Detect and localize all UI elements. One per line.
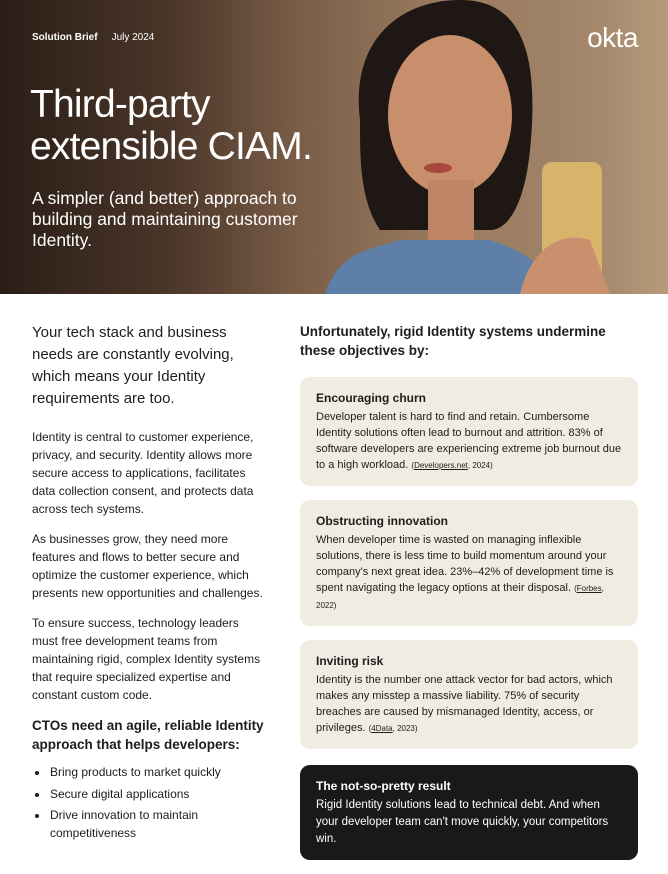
right-column — [300, 322, 638, 874]
doc-type: Solution Brief — [32, 32, 98, 43]
citation: (Developers.net, 2024) — [411, 461, 493, 470]
card-title: Obstructing innovation — [316, 514, 448, 528]
source-link[interactable]: Developers.net — [414, 461, 468, 470]
list-item: Drive innovation to maintain competitiveness — [32, 807, 264, 842]
doc-meta — [32, 32, 154, 43]
objectives-heading: Unfortunately, rigid Identity systems undermine these objectives by: — [300, 324, 606, 358]
card-result — [300, 765, 638, 860]
card-title: Inviting risk — [316, 654, 384, 668]
source-link[interactable]: Forbes — [576, 584, 602, 593]
list-item: Secure digital applications — [32, 786, 264, 804]
hero-banner — [0, 0, 668, 294]
card-body: Rigid Identity solutions lead to technical debt. And when your developer team can't move quickly, your competitors win. — [316, 799, 609, 845]
card-title: Encouraging churn — [316, 391, 427, 405]
okta-logo: okta — [587, 22, 638, 53]
card-encouraging-churn — [300, 377, 638, 486]
paragraph: As businesses grow, they need more features and flows to better secure and optimize the customer experience, which presents new opportunities and challenges. — [32, 532, 263, 600]
page-subtitle: A simpler (and better) approach to building and maintaining customer Identity. — [32, 188, 298, 250]
card-body: Identity is the number one attack vector for bad actors, which makes any misstep a massive liability. 75% of security breaches are caused by mismanaged Identity, access, or privileges. — [316, 674, 613, 734]
card-title: The not-so-pretty result — [316, 779, 451, 793]
paragraph: Identity is central to customer experience, privacy, and security. Identity allows more secure access to applications, facilitates data collection consent, and protects data across tech systems. — [32, 430, 254, 516]
citation: (Forbes, 2022) — [316, 584, 604, 610]
card-body: Developer talent is hard to find and retain. Cumbersome Identity solutions often lead to burnout and attrition. 83% of software developers are experiencing extreme job burnout due to a high workload. — [316, 411, 622, 471]
page-title: Third-party extensible CIAM. — [30, 83, 312, 168]
source-link[interactable]: 4Data — [371, 724, 393, 733]
intro-text: Your tech stack and business needs are constantly evolving, which means your Identity requirements are too. — [32, 324, 234, 407]
cto-heading: CTOs need an agile, reliable Identity approach that helps developers: — [32, 718, 264, 752]
paragraph: To ensure success, technology leaders must free development teams from maintaining rigid, complex Identity systems that require specialized expertise and constant custom code. — [32, 616, 261, 702]
doc-date: July 2024 — [111, 32, 155, 43]
card-inviting-risk — [300, 640, 638, 749]
citation: (4Data, 2023) — [368, 724, 418, 733]
left-column — [32, 322, 264, 846]
card-obstructing-innovation — [300, 500, 638, 626]
benefits-list — [32, 764, 264, 842]
list-item: Bring products to market quickly — [32, 764, 264, 782]
card-body: When developer time is wasted on managing inflexible solutions, there is less time to build momentum around your company's next great idea. 23%–42% of development time is spent navigating the legacy options at their disposal. — [316, 534, 614, 594]
